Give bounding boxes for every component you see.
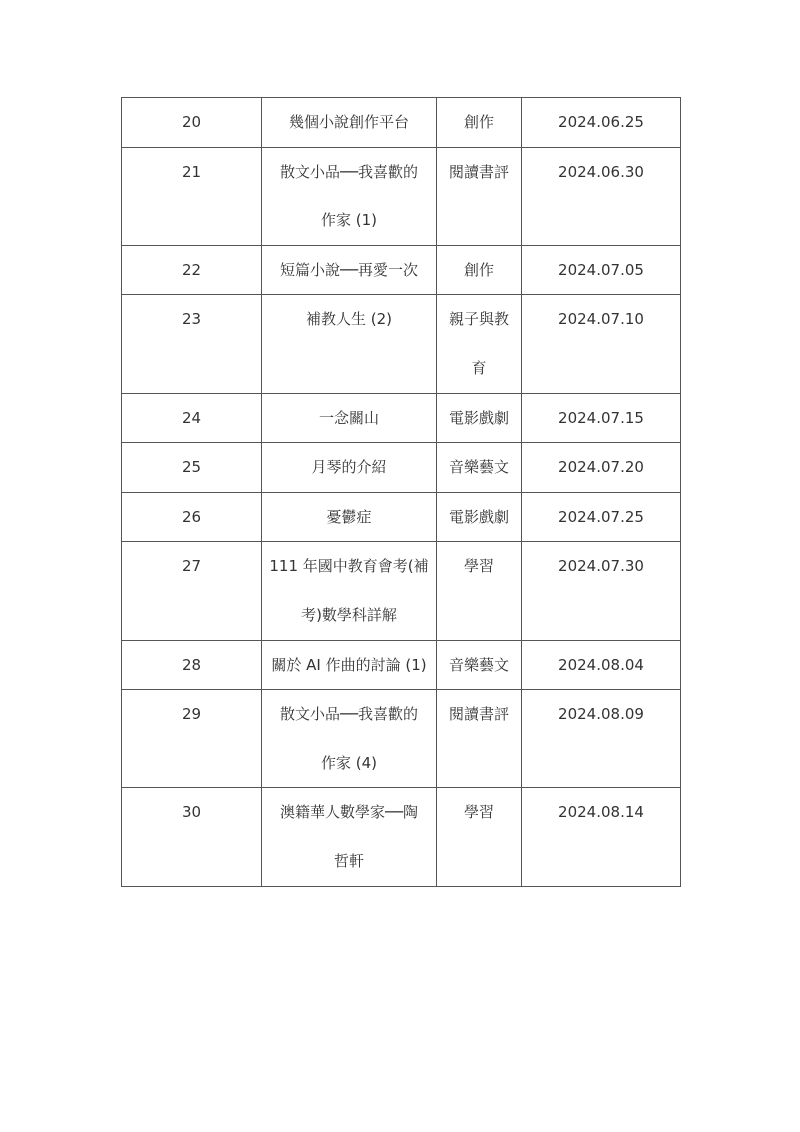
article-category-line: 學習 <box>463 557 494 576</box>
row-number: 21 <box>122 147 262 245</box>
article-title <box>262 788 437 886</box>
article-category <box>437 690 522 788</box>
row-number: 30 <box>122 788 262 886</box>
article-title-line: 月琴的介紹 <box>311 458 387 477</box>
article-date: 2024.08.04 <box>522 640 681 690</box>
article-title-line: 幾個小說創作平台 <box>288 113 409 131</box>
article-title <box>262 147 437 245</box>
article-title <box>262 393 437 443</box>
table-row <box>122 295 681 393</box>
article-title-line: 一念關山 <box>318 408 379 427</box>
article-date: 2024.08.09 <box>522 690 681 788</box>
article-category-line: 創作 <box>463 113 494 131</box>
article-title-line: 散文小品──我喜歡的 <box>279 162 419 181</box>
article-category <box>437 295 522 393</box>
article-title <box>262 295 437 393</box>
article-date: 2024.07.25 <box>522 492 681 542</box>
row-number: 22 <box>122 245 262 295</box>
article-category <box>437 492 522 542</box>
row-number: 23 <box>122 295 262 393</box>
row-number: 28 <box>122 640 262 690</box>
article-category <box>437 98 522 148</box>
article-date: 2024.07.10 <box>522 295 681 393</box>
article-category <box>437 443 522 493</box>
table-row <box>122 788 681 886</box>
article-title-line: 哲軒 <box>333 851 364 870</box>
article-date: 2024.08.14 <box>522 788 681 886</box>
article-category-line: 學習 <box>463 803 494 822</box>
article-title-line: 作家 (1) <box>320 211 378 230</box>
article-title-line: 考)數學科詳解 <box>301 605 397 624</box>
table-row <box>122 98 681 148</box>
article-date: 2024.07.20 <box>522 443 681 493</box>
article-date: 2024.06.30 <box>522 147 681 245</box>
row-number: 20 <box>122 98 262 148</box>
table-row <box>122 147 681 245</box>
article-title <box>262 492 437 542</box>
article-date: 2024.07.05 <box>522 245 681 295</box>
article-title <box>262 542 437 640</box>
article-title-line: 澳籍華人數學家──陶 <box>279 803 419 822</box>
article-date: 2024.07.30 <box>522 542 681 640</box>
table-row <box>122 443 681 493</box>
table-row <box>122 245 681 295</box>
article-category-line: 音樂藝文 <box>448 655 509 674</box>
article-category-line: 電影戲劇 <box>448 507 509 526</box>
article-category-line: 音樂藝文 <box>448 458 509 477</box>
article-category-line: 閱讀書評 <box>448 705 509 724</box>
table-row <box>122 640 681 690</box>
article-category <box>437 147 522 245</box>
article-category-line: 創作 <box>463 260 494 279</box>
article-title-line: 作家 (4) <box>320 753 378 772</box>
table-row <box>122 393 681 443</box>
article-title-line: 111 年國中教育會考(補 <box>269 557 429 576</box>
article-category <box>437 640 522 690</box>
article-title-line: 短篇小說──再愛一次 <box>279 260 419 279</box>
article-category-line: 親子與教 <box>448 310 509 329</box>
table-row <box>122 492 681 542</box>
article-category-line: 電影戲劇 <box>448 408 509 427</box>
article-title-line: 補教人生 (2) <box>305 310 393 329</box>
table-row <box>122 542 681 640</box>
article-title-line: 憂鬱症 <box>326 507 372 526</box>
row-number: 26 <box>122 492 262 542</box>
article-title-line: 關於 AI 作曲的討論 (1) <box>271 655 427 674</box>
article-category <box>437 393 522 443</box>
article-date: 2024.07.15 <box>522 393 681 443</box>
row-number: 27 <box>122 542 262 640</box>
article-list-body <box>122 98 681 887</box>
article-title <box>262 98 437 148</box>
article-category-line: 閱讀書評 <box>448 162 509 181</box>
row-number: 25 <box>122 443 262 493</box>
article-category <box>437 788 522 886</box>
article-list-table <box>121 97 681 887</box>
article-title <box>262 245 437 295</box>
article-title <box>262 640 437 690</box>
row-number: 24 <box>122 393 262 443</box>
table-row <box>122 690 681 788</box>
article-title-line: 散文小品──我喜歡的 <box>279 705 419 724</box>
article-title <box>262 443 437 493</box>
article-date: 2024.06.25 <box>522 98 681 148</box>
article-category <box>437 542 522 640</box>
article-title <box>262 690 437 788</box>
article-category-line: 育 <box>471 358 487 377</box>
row-number: 29 <box>122 690 262 788</box>
article-category <box>437 245 522 295</box>
